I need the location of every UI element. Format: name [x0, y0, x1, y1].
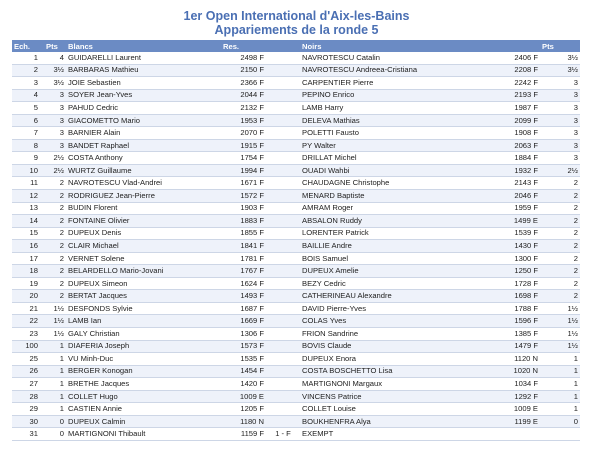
black-rating: 1596 F	[494, 315, 540, 328]
table-row	[12, 215, 580, 228]
table-row	[12, 315, 580, 328]
white-player: DIAFERIA Joseph	[66, 340, 221, 353]
board-number: 3	[12, 77, 44, 90]
white-points: 1	[44, 353, 66, 366]
black-player: BAILLIE Andre	[300, 240, 494, 253]
white-points: 1	[44, 340, 66, 353]
black-points: 1	[540, 403, 580, 416]
white-rating: 1454 F	[221, 365, 266, 378]
white-rating: 1572 F	[221, 190, 266, 203]
board-number: 21	[12, 302, 44, 315]
board-number: 17	[12, 252, 44, 265]
black-points: 3	[540, 114, 580, 127]
board-number: 6	[12, 114, 44, 127]
white-player: GALY Christian	[66, 328, 221, 341]
white-points: 2	[44, 177, 66, 190]
white-rating: 1953 F	[221, 114, 266, 127]
black-rating: 2099 F	[494, 114, 540, 127]
board-number: 9	[12, 152, 44, 165]
white-rating: 2150 F	[221, 64, 266, 77]
black-rating: 1009 E	[494, 403, 540, 416]
white-player: BUDIN Florent	[66, 202, 221, 215]
result	[266, 378, 300, 391]
result	[266, 77, 300, 90]
table-row	[12, 365, 580, 378]
black-player: ABSALON Ruddy	[300, 215, 494, 228]
black-rating: 1430 F	[494, 240, 540, 253]
white-player: BERGER Konogan	[66, 365, 221, 378]
black-rating	[494, 428, 540, 441]
white-player: LAMB Ian	[66, 315, 221, 328]
table-row	[12, 139, 580, 152]
board-number: 4	[12, 89, 44, 102]
black-player: EXEMPT	[300, 428, 494, 441]
black-rating: 1385 F	[494, 328, 540, 341]
black-rating: 2063 F	[494, 139, 540, 152]
table-row	[12, 227, 580, 240]
result	[266, 177, 300, 190]
white-rating: 1669 F	[221, 315, 266, 328]
black-player: LORENTER Patrick	[300, 227, 494, 240]
white-player: BARBARAS Mathieu	[66, 64, 221, 77]
white-player: BELARDELLO Mario-Jovani	[66, 265, 221, 278]
white-points: 2	[44, 265, 66, 278]
result	[266, 127, 300, 140]
black-rating: 1120 N	[494, 353, 540, 366]
page-header	[0, 0, 593, 37]
white-points: 3	[44, 127, 66, 140]
board-number: 11	[12, 177, 44, 190]
white-points: 2	[44, 202, 66, 215]
white-player: GIACOMETTO Mario	[66, 114, 221, 127]
black-points: 3½	[540, 52, 580, 64]
white-points: 4	[44, 52, 66, 64]
board-number: 15	[12, 227, 44, 240]
white-player: COSTA Anthony	[66, 152, 221, 165]
white-player: BERTAT Jacques	[66, 290, 221, 303]
page-title: 1er Open International d'Aix-les-Bains	[183, 9, 410, 23]
result	[266, 227, 300, 240]
black-points: 3	[540, 139, 580, 152]
white-points: 3½	[44, 77, 66, 90]
white-rating: 2132 F	[221, 102, 266, 115]
board-number: 10	[12, 164, 44, 177]
board-number: 8	[12, 139, 44, 152]
white-rating: 1855 F	[221, 227, 266, 240]
table-row	[12, 152, 580, 165]
white-player: DESFONDS Sylvie	[66, 302, 221, 315]
result	[266, 265, 300, 278]
black-rating: 1698 F	[494, 290, 540, 303]
black-player: DELEVA Mathias	[300, 114, 494, 127]
table-row	[12, 190, 580, 203]
result	[266, 52, 300, 64]
white-player: FONTAINE Olivier	[66, 215, 221, 228]
black-points: 0	[540, 415, 580, 428]
white-rating: 1535 F	[221, 353, 266, 366]
white-points: 2	[44, 190, 66, 203]
header-res: Res.	[221, 40, 266, 52]
board-number: 20	[12, 290, 44, 303]
black-points: 3½	[540, 64, 580, 77]
white-player: VERNET Solene	[66, 252, 221, 265]
result	[266, 114, 300, 127]
white-points: 2½	[44, 164, 66, 177]
board-number: 25	[12, 353, 44, 366]
table-row	[12, 277, 580, 290]
board-number: 19	[12, 277, 44, 290]
result	[266, 403, 300, 416]
white-rating: 1915 F	[221, 139, 266, 152]
white-player: GUIDARELLI Laurent	[66, 52, 221, 64]
board-number: 22	[12, 315, 44, 328]
white-points: 0	[44, 415, 66, 428]
white-player: DUPEUX Denis	[66, 227, 221, 240]
white-rating: 1009 E	[221, 390, 266, 403]
result	[266, 340, 300, 353]
white-player: PAHUD Cedric	[66, 102, 221, 115]
table-row	[12, 403, 580, 416]
black-rating: 2406 F	[494, 52, 540, 64]
black-rating: 1250 F	[494, 265, 540, 278]
board-number: 2	[12, 64, 44, 77]
white-rating: 1883 F	[221, 215, 266, 228]
table-row	[12, 290, 580, 303]
black-player: VINCENS Patrice	[300, 390, 494, 403]
black-rating: 2046 F	[494, 190, 540, 203]
white-points: 2	[44, 215, 66, 228]
white-player: JOIE Sebastien	[66, 77, 221, 90]
black-rating: 1788 F	[494, 302, 540, 315]
white-rating: 1573 F	[221, 340, 266, 353]
table-row	[12, 252, 580, 265]
black-rating: 1300 F	[494, 252, 540, 265]
black-player: POLETTI Fausto	[300, 127, 494, 140]
white-points: 3	[44, 102, 66, 115]
white-points: 2	[44, 227, 66, 240]
header-pts-white: Pts	[44, 40, 66, 52]
white-rating: 1624 F	[221, 277, 266, 290]
table-row	[12, 378, 580, 391]
black-points: 2	[540, 252, 580, 265]
white-rating: 2070 F	[221, 127, 266, 140]
black-points: 1½	[540, 328, 580, 341]
board-number: 14	[12, 215, 44, 228]
black-points: 1½	[540, 340, 580, 353]
table-row	[12, 328, 580, 341]
white-rating: 1994 F	[221, 164, 266, 177]
board-number: 13	[12, 202, 44, 215]
black-points: 1	[540, 353, 580, 366]
board-number: 27	[12, 378, 44, 391]
black-points: 1½	[540, 302, 580, 315]
header-blancs: Blancs	[66, 40, 221, 52]
result	[266, 190, 300, 203]
table-row	[12, 77, 580, 90]
white-player: COLLET Hugo	[66, 390, 221, 403]
white-rating: 1493 F	[221, 290, 266, 303]
result	[266, 139, 300, 152]
pairings-table	[12, 40, 580, 441]
table-body	[12, 52, 580, 440]
result	[266, 390, 300, 403]
white-player: BRETHE Jacques	[66, 378, 221, 391]
black-points	[540, 428, 580, 441]
result	[266, 102, 300, 115]
table-row	[12, 102, 580, 115]
black-points: 3	[540, 152, 580, 165]
white-rating: 1903 F	[221, 202, 266, 215]
board-number: 26	[12, 365, 44, 378]
result	[266, 202, 300, 215]
table-header-row	[12, 40, 580, 52]
black-player: BOUKHENFRA Alya	[300, 415, 494, 428]
white-points: 1½	[44, 302, 66, 315]
table-row	[12, 240, 580, 253]
black-player: COLAS Yves	[300, 315, 494, 328]
black-rating: 1479 F	[494, 340, 540, 353]
result	[266, 252, 300, 265]
black-player: BOVIS Claude	[300, 340, 494, 353]
black-rating: 2208 F	[494, 64, 540, 77]
black-points: 3	[540, 77, 580, 90]
result	[266, 64, 300, 77]
white-points: 3	[44, 139, 66, 152]
board-number: 28	[12, 390, 44, 403]
table-row	[12, 415, 580, 428]
black-player: NAVROTESCU Andreea-Cristiana	[300, 64, 494, 77]
table-row	[12, 340, 580, 353]
black-rating: 1728 F	[494, 277, 540, 290]
white-player: BANDET Raphael	[66, 139, 221, 152]
table-row	[12, 52, 580, 64]
black-player: MARTIGNONI Margaux	[300, 378, 494, 391]
black-rating: 2143 F	[494, 177, 540, 190]
white-rating: 1205 F	[221, 403, 266, 416]
black-player: DUPEUX Enora	[300, 353, 494, 366]
result	[266, 365, 300, 378]
white-player: CASTIEN Annie	[66, 403, 221, 416]
black-points: 2	[540, 277, 580, 290]
black-points: 3	[540, 127, 580, 140]
result	[266, 290, 300, 303]
white-points: 1	[44, 403, 66, 416]
black-player: LAMB Harry	[300, 102, 494, 115]
header-pts-black: Pts	[540, 40, 580, 52]
white-points: 1	[44, 365, 66, 378]
white-points: 3	[44, 114, 66, 127]
white-points: 3	[44, 89, 66, 102]
white-rating: 2366 F	[221, 77, 266, 90]
black-rating: 1292 F	[494, 390, 540, 403]
white-player: WURTZ Guillaume	[66, 164, 221, 177]
black-points: 2	[540, 177, 580, 190]
black-rating: 1959 F	[494, 202, 540, 215]
white-player: DUPEUX Calmin	[66, 415, 221, 428]
white-points: 1	[44, 390, 66, 403]
result	[266, 277, 300, 290]
black-points: 1	[540, 365, 580, 378]
result	[266, 240, 300, 253]
header-noirs: Noirs	[300, 40, 494, 52]
black-points: 2	[540, 202, 580, 215]
white-rating: 1306 F	[221, 328, 266, 341]
white-points: 2	[44, 290, 66, 303]
table-row	[12, 202, 580, 215]
result	[266, 353, 300, 366]
white-points: 3½	[44, 64, 66, 77]
header-ech: Ech.	[12, 40, 44, 52]
white-player: VU Minh-Duc	[66, 353, 221, 366]
result: 1 - F	[266, 428, 300, 441]
black-player: MENARD Baptiste	[300, 190, 494, 203]
white-points: 1½	[44, 315, 66, 328]
white-rating: 1687 F	[221, 302, 266, 315]
black-player: CARPENTIER Pierre	[300, 77, 494, 90]
white-rating: 1767 F	[221, 265, 266, 278]
white-points: 2½	[44, 152, 66, 165]
white-points: 2	[44, 252, 66, 265]
board-number: 16	[12, 240, 44, 253]
header-spacer-2	[494, 40, 540, 52]
black-points: 2	[540, 240, 580, 253]
white-player: DUPEUX Simeon	[66, 277, 221, 290]
result	[266, 89, 300, 102]
white-rating: 2498 F	[221, 52, 266, 64]
black-player: DAVID Pierre-Yves	[300, 302, 494, 315]
table-row	[12, 390, 580, 403]
white-player: SOYER Jean-Yves	[66, 89, 221, 102]
board-number: 100	[12, 340, 44, 353]
table-row	[12, 114, 580, 127]
black-points: 2	[540, 215, 580, 228]
black-player: PY Walter	[300, 139, 494, 152]
white-rating: 2044 F	[221, 89, 266, 102]
black-rating: 2193 F	[494, 89, 540, 102]
black-points: 1½	[540, 315, 580, 328]
board-number: 23	[12, 328, 44, 341]
board-number: 18	[12, 265, 44, 278]
white-player: NAVROTESCU Vlad-Andrei	[66, 177, 221, 190]
result	[266, 328, 300, 341]
black-player: COLLET Louise	[300, 403, 494, 416]
white-rating: 1159 F	[221, 428, 266, 441]
black-player: AMRAM Roger	[300, 202, 494, 215]
table-row	[12, 428, 580, 441]
board-number: 31	[12, 428, 44, 441]
board-number: 29	[12, 403, 44, 416]
page-subtitle: Appariements de la ronde 5	[214, 23, 379, 37]
table-row	[12, 64, 580, 77]
table-row	[12, 177, 580, 190]
result	[266, 152, 300, 165]
black-player: DRILLAT Michel	[300, 152, 494, 165]
black-points: 3	[540, 89, 580, 102]
black-player: DUPEUX Amelie	[300, 265, 494, 278]
white-points: 2	[44, 240, 66, 253]
header-spacer	[266, 40, 300, 52]
black-rating: 1034 F	[494, 378, 540, 391]
black-rating: 1199 E	[494, 415, 540, 428]
white-points: 1½	[44, 328, 66, 341]
black-points: 2½	[540, 164, 580, 177]
white-player: CLAIR Michael	[66, 240, 221, 253]
black-points: 1	[540, 390, 580, 403]
black-points: 3	[540, 102, 580, 115]
black-player: COSTA BOSCHETTO Lisa	[300, 365, 494, 378]
white-points: 2	[44, 277, 66, 290]
board-number: 5	[12, 102, 44, 115]
table-row	[12, 127, 580, 140]
board-number: 7	[12, 127, 44, 140]
black-points: 2	[540, 227, 580, 240]
result	[266, 315, 300, 328]
result	[266, 302, 300, 315]
black-player: BOIS Samuel	[300, 252, 494, 265]
table-row	[12, 265, 580, 278]
white-rating: 1841 F	[221, 240, 266, 253]
white-points: 1	[44, 378, 66, 391]
black-player: PEPINO Enrico	[300, 89, 494, 102]
white-rating: 1420 F	[221, 378, 266, 391]
black-points: 1	[540, 378, 580, 391]
black-rating: 1499 E	[494, 215, 540, 228]
black-player: CHAUDAGNE Christophe	[300, 177, 494, 190]
board-number: 30	[12, 415, 44, 428]
white-player: RODRIGUEZ Jean-Pierre	[66, 190, 221, 203]
black-player: CATHERINEAU Alexandre	[300, 290, 494, 303]
table-row	[12, 89, 580, 102]
black-points: 2	[540, 265, 580, 278]
table-row	[12, 164, 580, 177]
white-rating: 1781 F	[221, 252, 266, 265]
black-rating: 1539 F	[494, 227, 540, 240]
white-rating: 1754 F	[221, 152, 266, 165]
result	[266, 415, 300, 428]
table-row	[12, 353, 580, 366]
table-row	[12, 302, 580, 315]
result	[266, 164, 300, 177]
black-rating: 1908 F	[494, 127, 540, 140]
board-number: 1	[12, 52, 44, 64]
black-rating: 1987 F	[494, 102, 540, 115]
result	[266, 215, 300, 228]
black-rating: 1932 F	[494, 164, 540, 177]
black-points: 2	[540, 190, 580, 203]
black-player: BEZY Cedric	[300, 277, 494, 290]
black-rating: 1884 F	[494, 152, 540, 165]
black-player: FRION Sandrine	[300, 328, 494, 341]
black-rating: 1020 N	[494, 365, 540, 378]
black-player: OUADI Wahbi	[300, 164, 494, 177]
white-points: 0	[44, 428, 66, 441]
black-player: NAVROTESCU Catalin	[300, 52, 494, 64]
black-rating: 2242 F	[494, 77, 540, 90]
white-player: MARTIGNONI Thibault	[66, 428, 221, 441]
white-rating: 1180 N	[221, 415, 266, 428]
board-number: 12	[12, 190, 44, 203]
white-rating: 1671 F	[221, 177, 266, 190]
black-points: 2	[540, 290, 580, 303]
white-player: BARNIER Alain	[66, 127, 221, 140]
